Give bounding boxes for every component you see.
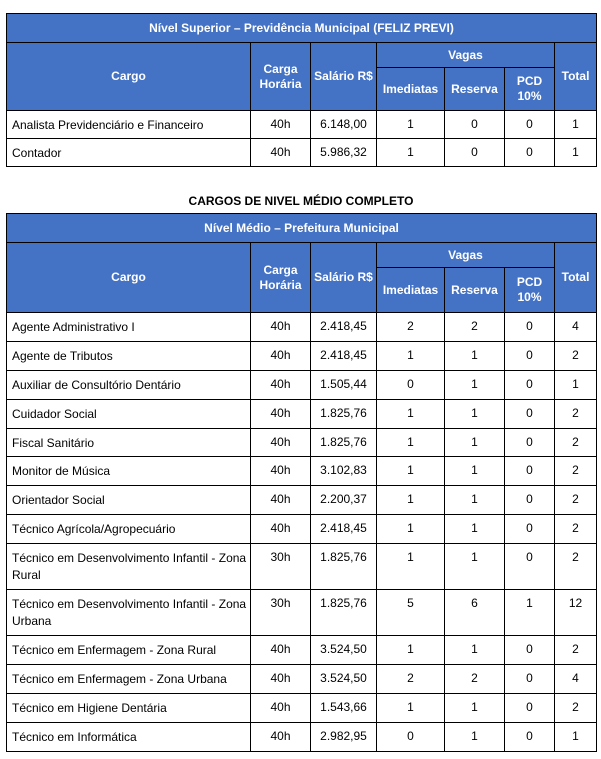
cell-reserva: 1 [445,486,505,515]
header-reserva: Reserva [445,68,505,111]
cell-total: 4 [555,313,597,342]
cell-total: 1 [555,371,597,400]
table-row [7,590,597,636]
cell-imediatas: 1 [377,636,445,665]
table-row [7,429,597,457]
table-row [7,457,597,486]
cell-reserva: 1 [445,342,505,371]
cell-cargo: Auxiliar de Consultório Dentário [7,371,251,400]
cell-total: 4 [555,665,597,694]
cell-imediatas: 2 [377,665,445,694]
cell-reserva: 2 [445,313,505,342]
cell-carga: 40h [251,429,311,457]
cell-cargo: Técnico Agrícola/Agropecuário [7,515,251,544]
cell-total: 1 [555,723,597,752]
table-row [7,139,597,167]
header-imediatas: Imediatas [377,68,445,111]
cell-imediatas: 1 [377,400,445,429]
cell-reserva: 1 [445,723,505,752]
cell-total: 2 [555,694,597,723]
cell-reserva: 0 [445,111,505,139]
cell-total: 2 [555,429,597,457]
header-pcd: PCD 10% [505,268,555,313]
cell-reserva: 1 [445,544,505,590]
cell-pcd: 0 [505,694,555,723]
cell-carga: 40h [251,371,311,400]
cell-salario: 1.825,76 [311,544,377,590]
header-carga: Carga Horária [251,243,311,313]
cell-salario: 2.200,37 [311,486,377,515]
table-nivel-medio [6,213,597,752]
cell-salario: 5.986,32 [311,139,377,167]
cell-total: 2 [555,636,597,665]
table-row [7,515,597,544]
cell-cargo: Técnico em Enfermagem - Zona Urbana [7,665,251,694]
cell-reserva: 1 [445,400,505,429]
cell-total: 2 [555,544,597,590]
cell-salario: 1.505,44 [311,371,377,400]
cell-pcd: 0 [505,111,555,139]
cell-pcd: 0 [505,544,555,590]
header-total: Total [555,43,597,111]
header-salario: Salário R$ [311,243,377,313]
cell-salario: 2.982,95 [311,723,377,752]
cell-cargo: Analista Previdenciário e Financeiro [7,111,251,139]
cell-reserva: 1 [445,694,505,723]
cell-carga: 40h [251,111,311,139]
cell-imediatas: 1 [377,457,445,486]
cell-salario: 2.418,45 [311,313,377,342]
table-nivel-superior [6,13,597,167]
cell-cargo: Técnico em Desenvolvimento Infantil - Zona Rural [7,544,251,590]
table-row [7,342,597,371]
cell-cargo: Agente de Tributos [7,342,251,371]
cell-pcd: 0 [505,665,555,694]
table-title: Nível Médio – Prefeitura Municipal [7,214,597,243]
cell-carga: 40h [251,665,311,694]
cell-salario: 3.102,83 [311,457,377,486]
cell-cargo: Contador [7,139,251,167]
table-title: Nível Superior – Previdência Municipal (FELIZ PREVI) [7,14,597,43]
header-cargo: Cargo [7,243,251,313]
cell-pcd: 0 [505,457,555,486]
cell-salario: 3.524,50 [311,636,377,665]
table-row [7,544,597,590]
cell-carga: 40h [251,313,311,342]
cell-pcd: 0 [505,515,555,544]
cell-pcd: 0 [505,400,555,429]
cell-imediatas: 1 [377,544,445,590]
cell-total: 2 [555,342,597,371]
cell-carga: 40h [251,400,311,429]
cell-carga: 40h [251,457,311,486]
cell-reserva: 1 [445,429,505,457]
header-imediatas: Imediatas [377,268,445,313]
cell-carga: 40h [251,342,311,371]
table-row [7,636,597,665]
header-vagas: Vagas [377,43,555,68]
cell-total: 2 [555,400,597,429]
table-row [7,371,597,400]
cell-pcd: 0 [505,139,555,167]
cell-pcd: 0 [505,486,555,515]
cell-carga: 40h [251,486,311,515]
cell-cargo: Cuidador Social [7,400,251,429]
cell-carga: 40h [251,694,311,723]
cell-imediatas: 1 [377,486,445,515]
header-salario: Salário R$ [311,43,377,111]
cell-reserva: 1 [445,636,505,665]
cell-carga: 30h [251,544,311,590]
cell-pcd: 0 [505,342,555,371]
cell-total: 2 [555,457,597,486]
section-title: CARGOS DE NIVEL MÉDIO COMPLETO [188,194,414,208]
cell-total: 1 [555,139,597,167]
cell-imediatas: 1 [377,694,445,723]
cell-salario: 2.418,45 [311,342,377,371]
table-row [7,694,597,723]
table-row [7,400,597,429]
cell-reserva: 2 [445,665,505,694]
cell-pcd: 1 [505,590,555,636]
table-row [7,665,597,694]
cell-cargo: Monitor de Música [7,457,251,486]
cell-imediatas: 1 [377,342,445,371]
cell-cargo: Técnico em Higiene Dentária [7,694,251,723]
cell-cargo: Agente Administrativo I [7,313,251,342]
cell-imediatas: 1 [377,515,445,544]
cell-pcd: 0 [505,723,555,752]
cell-reserva: 1 [445,457,505,486]
cell-reserva: 1 [445,371,505,400]
cell-cargo: Fiscal Sanitário [7,429,251,457]
cell-salario: 1.825,76 [311,590,377,636]
table-row [7,486,597,515]
header-pcd: PCD 10% [505,68,555,111]
cell-salario: 1.825,76 [311,429,377,457]
cell-salario: 1.825,76 [311,400,377,429]
cell-total: 2 [555,515,597,544]
table-row [7,313,597,342]
cell-pcd: 0 [505,313,555,342]
cell-pcd: 0 [505,636,555,665]
cell-salario: 3.524,50 [311,665,377,694]
cell-cargo: Técnico em Desenvolvimento Infantil - Zona Urbana [7,590,251,636]
cell-carga: 40h [251,515,311,544]
cell-imediatas: 5 [377,590,445,636]
header-total: Total [555,243,597,313]
cell-reserva: 6 [445,590,505,636]
cell-imediatas: 0 [377,371,445,400]
cell-carga: 40h [251,139,311,167]
header-carga: Carga Horária [251,43,311,111]
cell-total: 2 [555,486,597,515]
cell-salario: 1.543,66 [311,694,377,723]
cell-imediatas: 2 [377,313,445,342]
cell-cargo: Técnico em Informática [7,723,251,752]
cell-reserva: 1 [445,515,505,544]
header-vagas: Vagas [377,243,555,268]
cell-imediatas: 1 [377,111,445,139]
cell-imediatas: 0 [377,723,445,752]
cell-total: 1 [555,111,597,139]
cell-pcd: 0 [505,429,555,457]
header-reserva: Reserva [445,268,505,313]
cell-reserva: 0 [445,139,505,167]
cell-carga: 30h [251,590,311,636]
cell-total: 12 [555,590,597,636]
cell-imediatas: 1 [377,429,445,457]
table-row [7,723,597,752]
cell-imediatas: 1 [377,139,445,167]
cell-cargo: Técnico em Enfermagem - Zona Rural [7,636,251,665]
cell-salario: 6.148,00 [311,111,377,139]
cell-salario: 2.418,45 [311,515,377,544]
table-row [7,111,597,139]
cell-carga: 40h [251,636,311,665]
cell-pcd: 0 [505,371,555,400]
cell-cargo: Orientador Social [7,486,251,515]
header-cargo: Cargo [7,43,251,111]
cell-carga: 40h [251,723,311,752]
